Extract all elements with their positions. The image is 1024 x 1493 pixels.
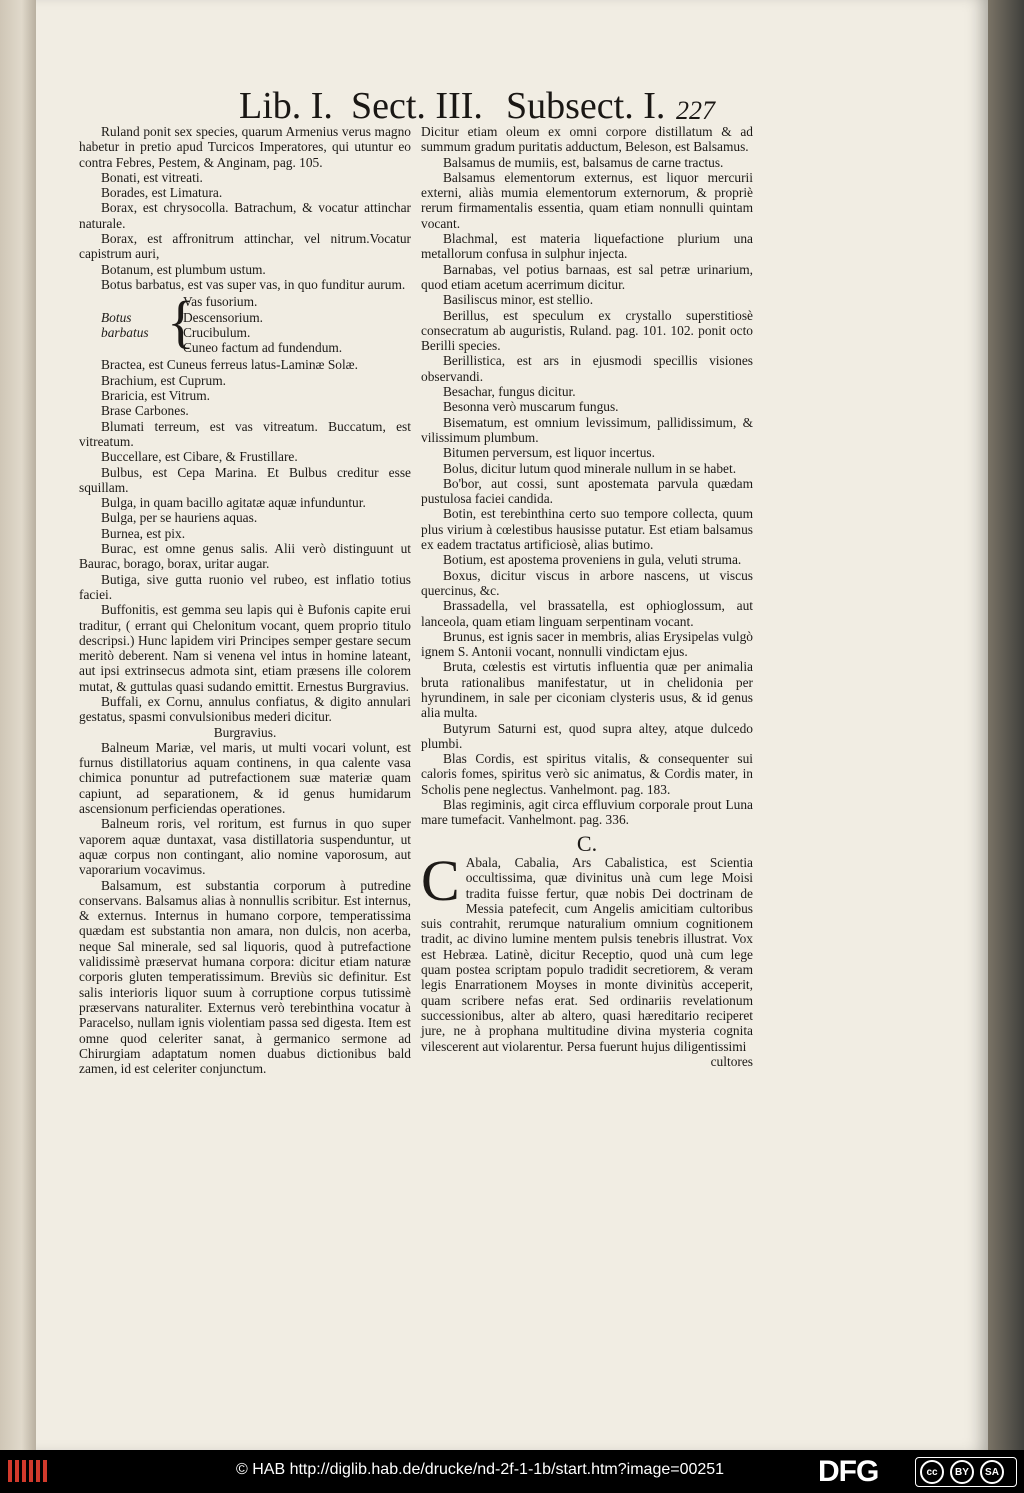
dfg-logo: DFG (818, 1455, 879, 1488)
entry: Borax, est chrysocolla. Batrachum, & vocatur attinchar naturale. (79, 200, 411, 231)
page-shadow-edge (988, 0, 1024, 1450)
adjacent-page-edge (0, 0, 36, 1450)
brace-item: Crucibulum. (183, 324, 251, 340)
cabala-entry (421, 847, 753, 1054)
sa-icon: SA (980, 1460, 1004, 1484)
entry: Barnabas, vel potius barnaas, est sal petræ urinarium, quod etiam acetum acerrimum dicitur. (421, 261, 753, 292)
book-page (36, 0, 988, 1450)
entry: Ruland ponit sex species, quarum Armenius verus magno habetur in pretio apud Turcicos Imperatores, qui utuntur eo contra Febres, Pestem, & Anginam, pag. 105. (79, 124, 411, 170)
entry: Blachmal, est materia liquefactione plurium una metallorum confusa in sulphur injecta. (421, 231, 753, 262)
entry: Buffali, ex Cornu, annulus confiatus, & digito annulari gestatus, spasmi convulsionibus mederi dicitur. (79, 693, 411, 725)
entry: Borades, est Limatura. (101, 185, 223, 201)
entry: Botanum, est plumbum ustum. (101, 261, 266, 277)
viewer-footer (0, 1450, 1024, 1493)
entry: Boxus, dicitur viscus in arbore nascens, ut viscus quercinus, &c. (421, 567, 753, 598)
cc-icon: cc (920, 1460, 944, 1484)
entry: Basiliscus minor, est stellio. (443, 292, 594, 308)
brace-label: Botus barbatus (101, 309, 149, 340)
entry: Butiga, sive gutta ruonio vel rubeo, est inflatio totius faciei. (79, 571, 411, 602)
entry: Bractea, est Cuneus ferreus latus-Laminæ Solæ. (101, 357, 358, 373)
license-badge[interactable] (915, 1457, 1017, 1487)
entry: Berillus, est speculum ex crystallo superstitiosè consecratum ab auguristis, Ruland. pag. 101. 102. ponit octo Berilli species. (421, 307, 753, 354)
entry: Abala, Cabalia, Ars Cabalistica, est Scientia occultissima, quæ divinitus unà cum lege Moisi tradita fuisse fertur, quæ nobis Dei doctrinam de Messia patefecit, cum Angelis amicitiam cultoribus suis contrahit, rerumque naturalium omnium cognitionem tradit, ac divino lumine mentem pulsis tenebris illustrat. Vox est Hebræa. Latinè, dicitur Receptio, quod unà cum lege quam postea scriptam populo tradidit secretiorem, & veram legis Enarrationem Moyses in monte divinitùs acceperit, quam scribere nefas erat. Sed ordinariis revelationum successionibus, alter ab altero, quasi hæreditario reciperet jure, ne à prophana multitudine divina mysteria cognita vilescerent aut violarentur. Persa fuerunt hujus diligentissimi (421, 854, 753, 1054)
entry: Bisematum, est omnium levissimum, pallidissimum, & vilissimum plumbum. (421, 414, 753, 445)
catchword: cultores (710, 1053, 753, 1069)
left-column (79, 124, 411, 1076)
entry: Blas Cordis, est spiritus vitalis, & consequenter sui caloris fomes, spiritus verò sic animatus, & Cordis mater, in Scholis pene neglectus. Vanhelmont. pag. 183. (421, 751, 753, 797)
citation: Burgravius. (213, 724, 277, 740)
entry: Bruta, cœlestis est virtutis influentia quæ per animalia bruta rationalibus manifestatur, ut in chelidonia per hyrundinem, in sale per ciconiam clysteris usus, & id genus alia multa. (421, 659, 753, 721)
header-sect: Sect. III. (351, 85, 483, 127)
entry: Brassadella, vel brassatella, est ophioglossum, aut lanceola, quam etiam linguam serpentinam vocant. (421, 598, 753, 629)
entry: Bonati, est vitreati. (101, 169, 203, 185)
entry: Botin, est terebinthina certo suo tempore collecta, quum plus virium à cœlestibus hausisse putatur. Est etiam balsamus ex eadem tractatus artificiosè, alias butimo. (421, 506, 753, 553)
drop-cap: C (421, 847, 460, 913)
entry: Buffonitis, est gemma seu lapis qui è Bufonis capite erui traditur, ( errant qui Chelonitum vocant, quem proprio titulo descripsi.) Hunc lapidem viri Principes semper gestare secum meritò deberent. Nam si venena vel intus in homine lateant, aut ipsi extrinsecus admota sint, etiam præsens ille colorem mutat, & guttulas quasi sudando emittit. Ernestus Burgravius. (79, 602, 411, 694)
entry: Balsamus de mumiis, est, balsamus de carne tractus. (443, 154, 724, 170)
brace-icon: { (167, 288, 195, 354)
entry: Blas regiminis, agit circa effluvium corporale prout Luna mare tumefacit. Vanhelmont. pag. 336. (421, 797, 753, 828)
brace-item: Descensorium. (183, 309, 263, 325)
entry: Buccellare, est Cibare, & Frustillare. (101, 449, 298, 465)
entry: Botium, est apostema proveniens in gula, veluti struma. (443, 552, 742, 568)
entry: Burnea, est pix. (101, 525, 186, 541)
brace-item: Vas fusorium. (183, 294, 258, 310)
right-column (421, 124, 753, 1069)
entry: Brachium, est Cuprum. (101, 372, 226, 388)
header-subsect: Subsect. I. (506, 85, 666, 127)
entry: Besachar, fungus dicitur. (443, 384, 576, 400)
brace-list (101, 288, 411, 356)
entry: Bitumen perversum, est liquor incertus. (443, 445, 655, 461)
entry: Balsamus elementorum externus, est liquor mercurii externi, aliàs mumia elementorum externorum, & propriè rerum firmamentalis essentia, quam etiam nonnulli quintam vocant. (421, 169, 753, 231)
entry: Botus barbatus, est vas super vas, in quo funditur aurum. (101, 276, 406, 292)
brace-items (183, 294, 342, 355)
entry: Bulga, per se hauriens aquas. (101, 510, 258, 526)
entry: Berillistica, est ars in ejusmodi specillis visiones observandi. (421, 353, 753, 384)
entry: Balsamum, est substantia corporum à putredine conservans. Balsamus alias à nonnullis scribitur. Est internus, & externus. Internus in humano corpore, temperatissima quædam est substantia non amara, non dulcis, non acerba, neque Sal minerale, sed sal liquoris, quod à putrefactione validissimè præservat humana corpora: dicitur etiam naturæ corporis gluten temperatissimum. Breviùs sic definitur. Est salis interioris liquor suum à corruptione corpus tutissimè præservans naturaliter. Externus verò terebinthina vocatur à Paracelso, nullam ignis violentiam passa sed digesta. Item est omne quod celeriter sanat, à germanico sermone ad Chirurgiam adaptatum nomen duabus dictionibus bald zamen, id est celeriter conjunctum. (79, 877, 411, 1077)
entry: Bulga, in quam bacillo agitatæ aquæ infunduntur. (101, 495, 366, 511)
entry: Brase Carbones. (101, 403, 189, 419)
copyright-link[interactable]: © HAB http://diglib.hab.de/drucke/nd-2f-1-1b/start.htm?image=00251 (236, 1461, 725, 1478)
entry: Besonna verò muscarum fungus. (443, 399, 619, 415)
section-letter-heading: C. (576, 830, 598, 856)
entry: Borax, est affronitrum attinchar, vel nitrum.Vocatur capistrum auri, (79, 231, 411, 262)
entry: Bolus, dicitur lutum quod minerale nullum in se habet. (443, 460, 737, 476)
entry: Brunus, est ignis sacer in membris, alias Erysipelas vulgò ignem S. Antonii vocant, nonnulli vindictam ejus. (421, 628, 753, 660)
entry: Bo'bor, aut cossi, sunt apostemata parvula quædam pustulosa faciei candida. (421, 475, 753, 507)
entry: Burac, est omne genus salis. Alii verò distinguunt ut Baurac, borago, borax, uritar augar. (79, 541, 411, 572)
header-lib: Lib. I. (239, 85, 333, 127)
entry: Balneum roris, vel roritum, est furnus in quo super vaporem aquæ duntaxat, vasa distillatoria suspenduntur, ut aquæ corpus non contingant, alio nomine vaporosum, aut vaporarium vocavimus. (79, 816, 411, 878)
entry: Braricia, est Vitrum. (101, 388, 211, 404)
entry: Butyrum Saturni est, quod supra altey, atque dulcedo plumbi. (421, 720, 753, 751)
brace-item: Cuneo factum ad fundendum. (183, 340, 343, 356)
entry: Bulbus, est Cepa Marina. Et Bulbus creditur esse squillam. (79, 464, 411, 495)
entry: Blumati terreum, est vas vitreatum. Buccatum, est vitreatum. (79, 418, 411, 449)
page-number: 227 (676, 96, 715, 125)
entry: Dicitur etiam oleum ex omni corpore distillatum & ad summum gradum puritatis adductum, Beleson, est Balsamus. (421, 124, 753, 155)
library-logo-icon (8, 1460, 47, 1482)
entry: Balneum Mariæ, vel maris, ut multi vocari volunt, est furnus distillatorius aquam continens, in qua calente vasa chimica ponuntur ad putrefactionem suæ materiæ quam capiunt, ad separationem, & id genus humidarum ascensionum perficiendas operationes. (79, 739, 411, 817)
by-icon: BY (950, 1460, 974, 1484)
